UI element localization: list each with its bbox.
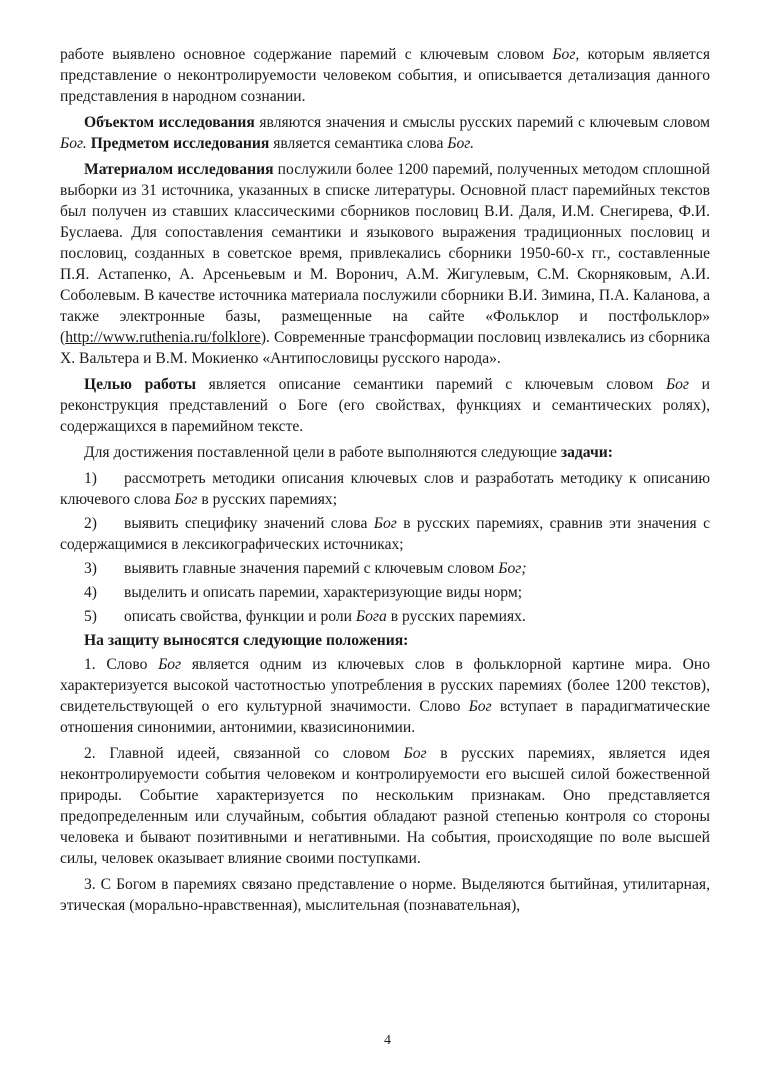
paragraph-material (60, 159, 710, 369)
task-item (60, 606, 710, 627)
keyword: Бога (355, 608, 387, 625)
text: вступает в парадигматические отношения синонимии, антонимии, квазисинонимии. (60, 698, 710, 736)
task-number: 2) (84, 515, 97, 532)
keyword: Бог (373, 515, 397, 532)
position-2 (60, 743, 710, 869)
text: выявить главные значения паремий с ключевым словом (124, 560, 499, 577)
term-object: Объектом исследования (84, 114, 255, 131)
task-number: 4) (84, 584, 97, 601)
keyword: Бог; (498, 560, 527, 577)
keyword: Бог (174, 491, 198, 508)
section-heading: На защиту выносятся следующие положения: (84, 632, 409, 649)
page-body (60, 44, 710, 921)
text: являются значения и смыслы русских паремий с ключевым словом (254, 114, 710, 131)
task-number: 1) (84, 470, 97, 487)
term-tasks: задачи: (560, 444, 613, 461)
page-number: 4 (384, 1033, 391, 1048)
task-list (60, 468, 710, 627)
term-subject: Предметом исследования (90, 135, 270, 152)
text: в русских паремиях. (386, 608, 526, 625)
term-material: Материалом исследования (84, 161, 274, 178)
keyword: Бог (158, 656, 182, 673)
paragraph-goal (60, 374, 710, 437)
text: выявить специфику значений слова (124, 515, 374, 532)
text: выделить и описать паремии, характеризующие виды норм; (124, 584, 523, 601)
text: в русских паремиях, является идея неконтролируемости события человеком и контролируемости его высшей силой божественной природы. Событие характеризуется по нескольким признакам. Оно представляется предопределенным или случайным, события обладают разной степенью контроля со стороны человека и бывают позитивными и негативными. На события, происходящие по воле высшей силы, человек оказывает влияние своими поступками. (60, 745, 711, 867)
keyword: Бог (468, 698, 492, 715)
keyword: Бог, (552, 46, 580, 63)
text: описать свойства, функции и роли (124, 608, 356, 625)
folklore-site-link[interactable]: http://www.ruthenia.ru/folklore (65, 329, 261, 346)
text: ). Современные трансформации пословиц извлекались из сборника Х. Вальтера и В.М. Мокиенко «Антипословицы русского народа». (60, 329, 710, 367)
task-item (60, 513, 710, 555)
position-1 (60, 654, 710, 738)
text: 3. С Богом в паремиях связано представление о норме. Выделяются бытийная, утилитарная, этическая (морально-нравственная), мыслительная (познавательная), (60, 876, 710, 914)
term-goal: Целью работы (84, 376, 197, 393)
task-item (60, 558, 710, 579)
text: послужили более 1200 паремий, полученных методом сплошной выборки из 31 источника, указанных в списке литературы. Основной пласт паремийных текстов был получен из ставших классическими сборников пословиц В.И. Даля, И.М. Снегирева, Ф.И. Буслаева. Для сопоставления семантики и языкового выражения традиционных пословиц и пословиц, созданных в советское время, привлекались сборники 1950-60-х гг., составленные П.Я. Астапенко, А. Арсеньевым и М. Воронич, А.М. Жигулевым, С.М. Скорняковым, А.И. Соболевым. В качестве источника материала послужили сборники В.И. Зимина, П.А. Каланова, а также электронные базы, размещенные на сайте «Фольклор и постфольклор» ( (60, 161, 710, 346)
task-item (60, 468, 710, 510)
text: является семантика слова (269, 135, 448, 152)
keyword: Бог. (60, 135, 87, 152)
text: 2. Главной идеей, связанной со словом (84, 745, 404, 762)
text: работе выявлено основное содержание паремий с ключевым словом (60, 46, 553, 63)
task-number: 3) (84, 560, 97, 577)
position-3 (60, 874, 710, 916)
text: в русских паремиях; (197, 491, 338, 508)
text: является одним из ключевых слов в фольклорной картине мира. Оно характеризуется высокой частотностью употребления в русских паремиях (более 1200 текстов), свидетельствующей о его культурной значимости. Слово (60, 656, 710, 715)
text: и реконструкция представлений о Боге (его свойствах, функциях и семантических ролях), содержащихся в паремийном тексте. (60, 376, 710, 435)
paragraph-intro (60, 44, 710, 107)
text: является описание семантики паремий с ключевым словом (196, 376, 666, 393)
text: Для достижения поставленной цели в работе выполняются следующие (84, 444, 561, 461)
text: которым является представление о неконтролируемости человеком события, и описывается детализация данного представления в народном сознании. (60, 46, 710, 105)
text: 1. Слово (84, 656, 159, 673)
paragraph-tasks-intro (60, 442, 710, 463)
keyword: Бог (665, 376, 690, 393)
text: рассмотреть методики описания ключевых слов и разработать методику к описанию ключевого слова (60, 470, 710, 508)
keyword: Бог. (447, 135, 475, 152)
task-number: 5) (84, 608, 97, 625)
task-item (60, 582, 710, 603)
keyword: Бог (403, 745, 427, 762)
paragraph-object-subject (60, 112, 710, 154)
text: в русских паремиях, сравнив эти значения с содержащимися в лексикографических источниках; (60, 515, 710, 553)
